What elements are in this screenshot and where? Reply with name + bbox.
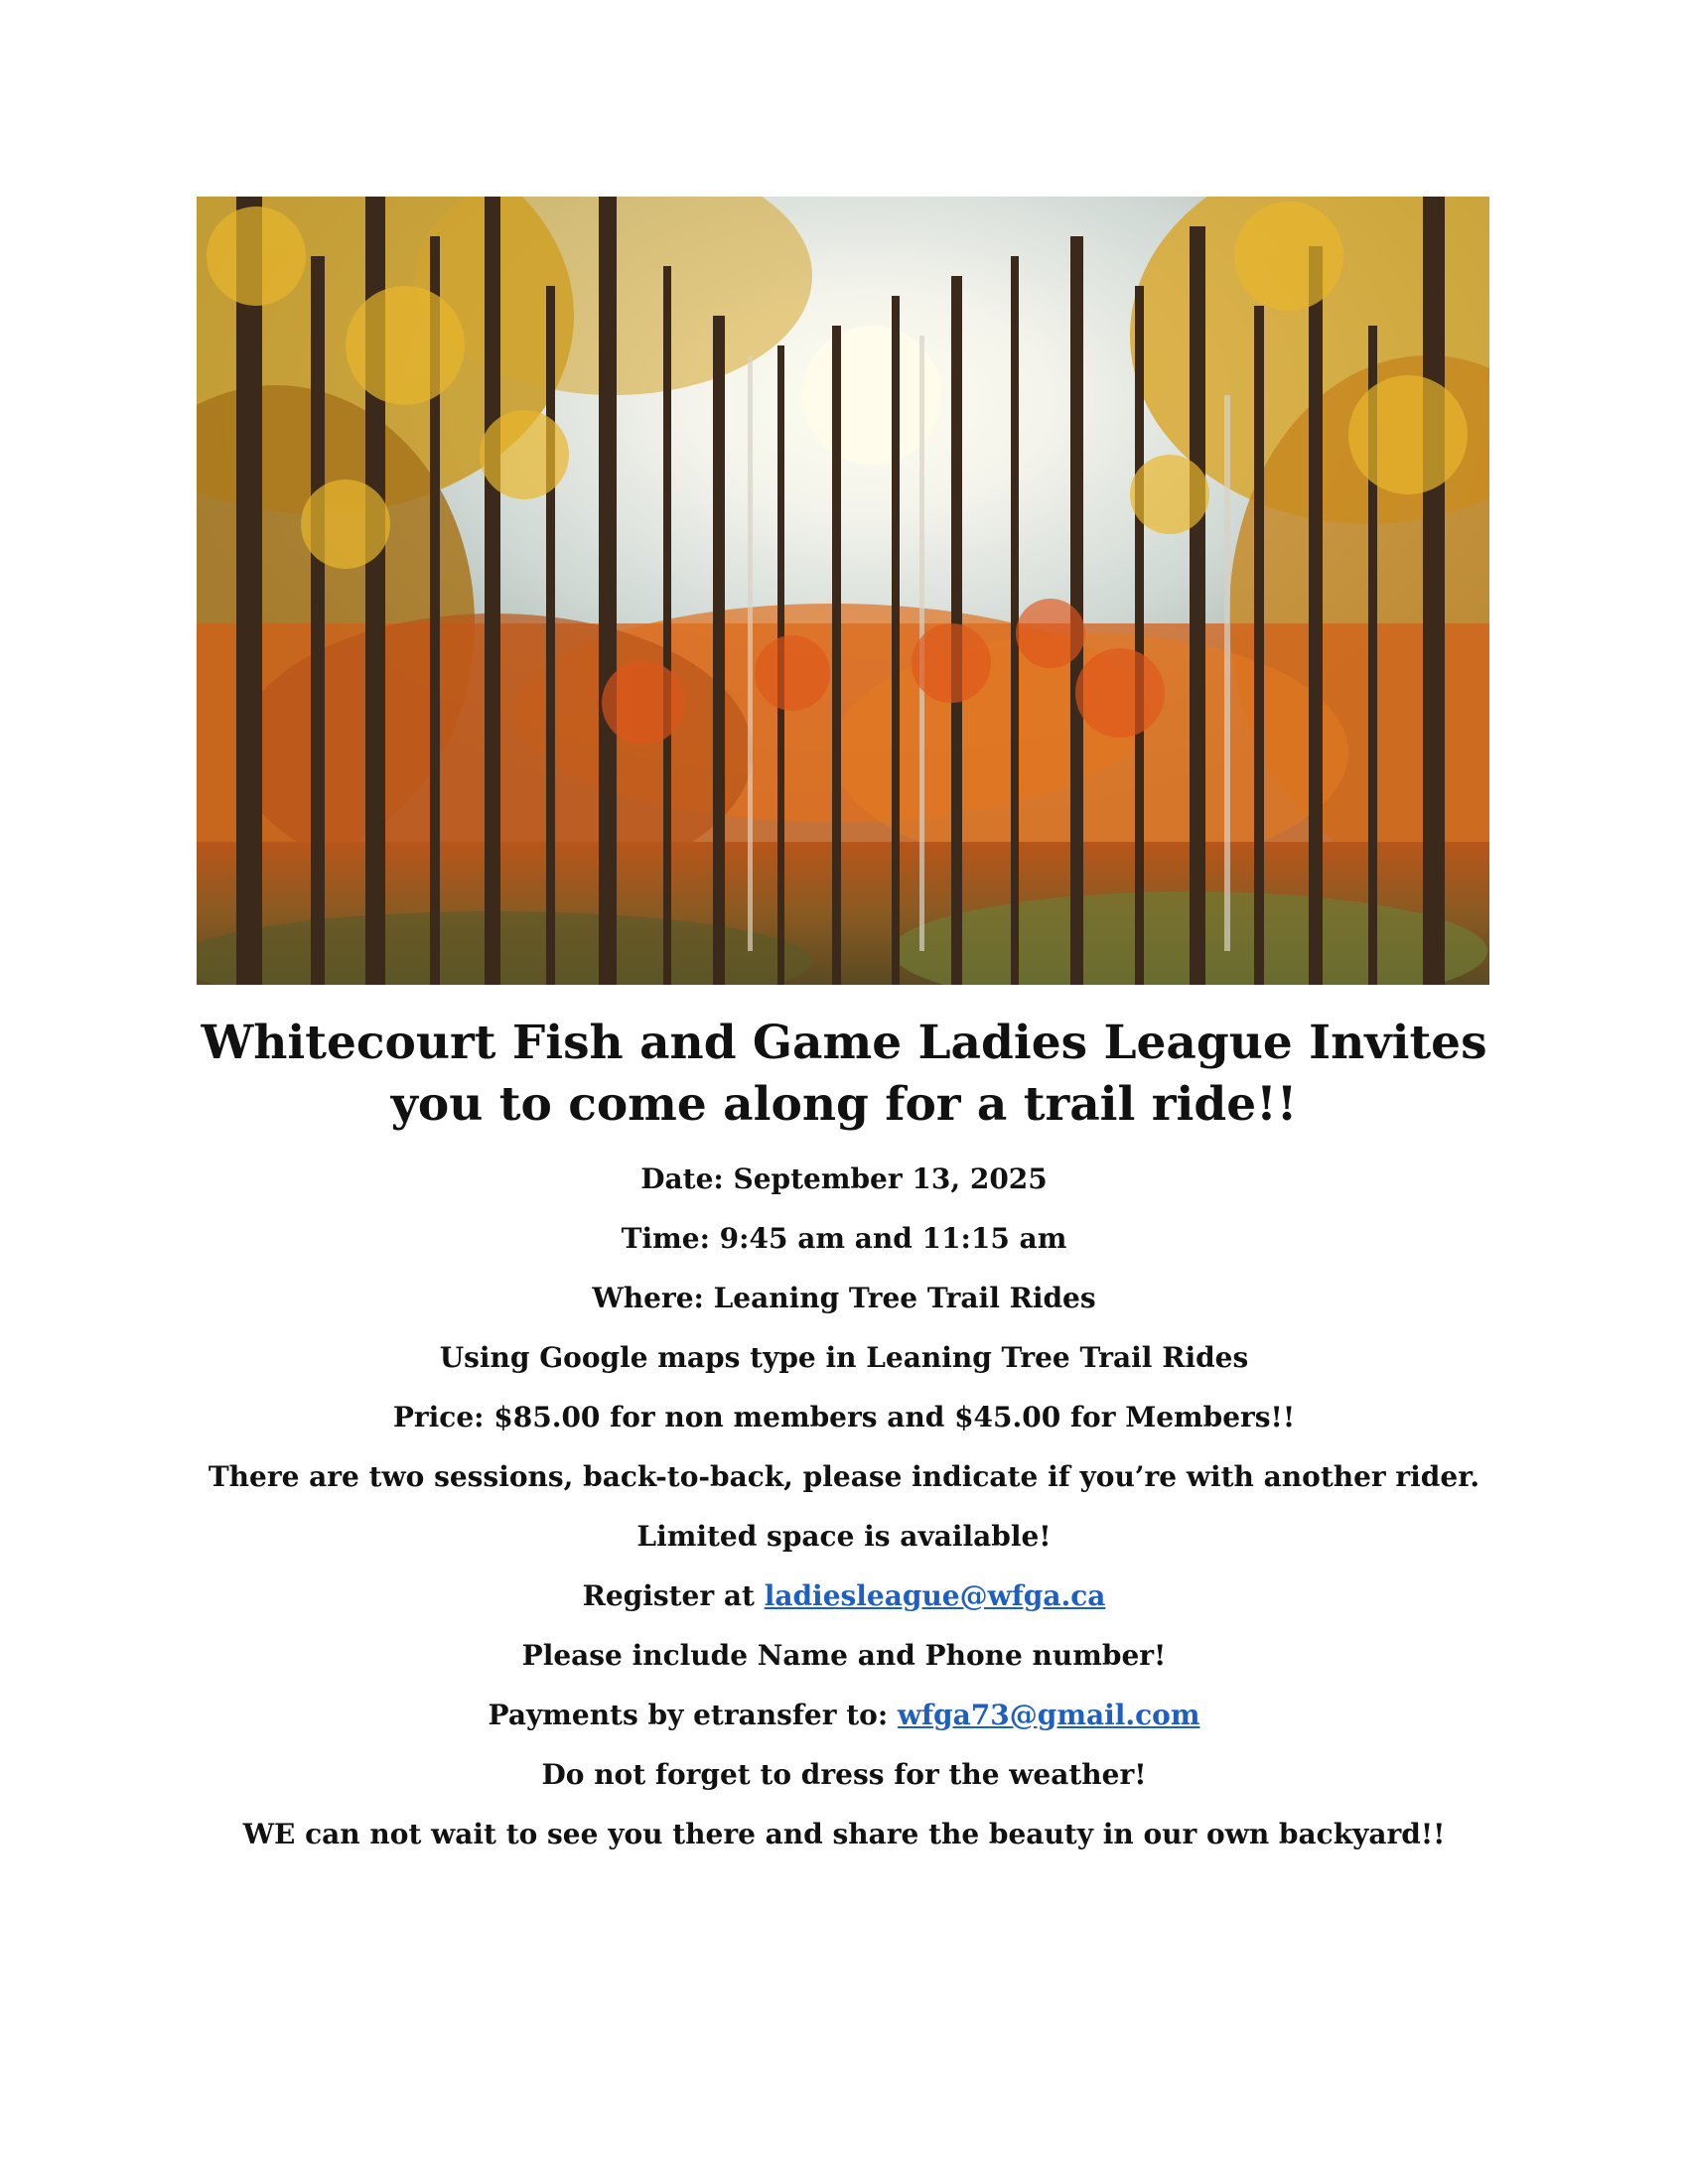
sessions-note: There are two sessions, back-to-back, please indicate if you’re with another rider. [208, 1460, 1480, 1493]
include-info-note: Please include Name and Phone number! [521, 1639, 1167, 1672]
payments-line [0, 1686, 1688, 1745]
register-prefix: Register at [582, 1579, 755, 1612]
invitation-title [0, 1013, 1688, 1136]
payments-prefix: Payments by etransfer to: [488, 1699, 889, 1731]
event-time: Time: 9:45 am and 11:15 am [621, 1222, 1067, 1255]
maps-instruction: Using Google maps type in Leaning Tree Trail Rides [439, 1341, 1249, 1374]
limited-space-note: Limited space is available! [636, 1520, 1052, 1553]
event-details [0, 1150, 1688, 1864]
event-location: Where: Leaning Tree Trail Rides [592, 1282, 1096, 1314]
register-email-link[interactable]: ladiesleague@wfga.ca [764, 1579, 1106, 1612]
event-price: Price: $85.00 for non members and $45.00 for Members!! [392, 1401, 1296, 1433]
autumn-forest-photo [197, 197, 1489, 985]
forest-illustration [197, 197, 1489, 985]
register-line [0, 1567, 1688, 1626]
title-line-1: Whitecourt Fish and Game Ladies League Invites [201, 1016, 1487, 1070]
event-date: Date: September 13, 2025 [640, 1162, 1048, 1195]
title-line-2: you to come along for a trail ride!! [390, 1077, 1298, 1132]
closing-message: WE can not wait to see you there and share the beauty in our own backyard!! [242, 1818, 1446, 1850]
payments-email-link[interactable]: wfga73@gmail.com [897, 1699, 1200, 1731]
dress-reminder: Do not forget to dress for the weather! [541, 1758, 1147, 1791]
